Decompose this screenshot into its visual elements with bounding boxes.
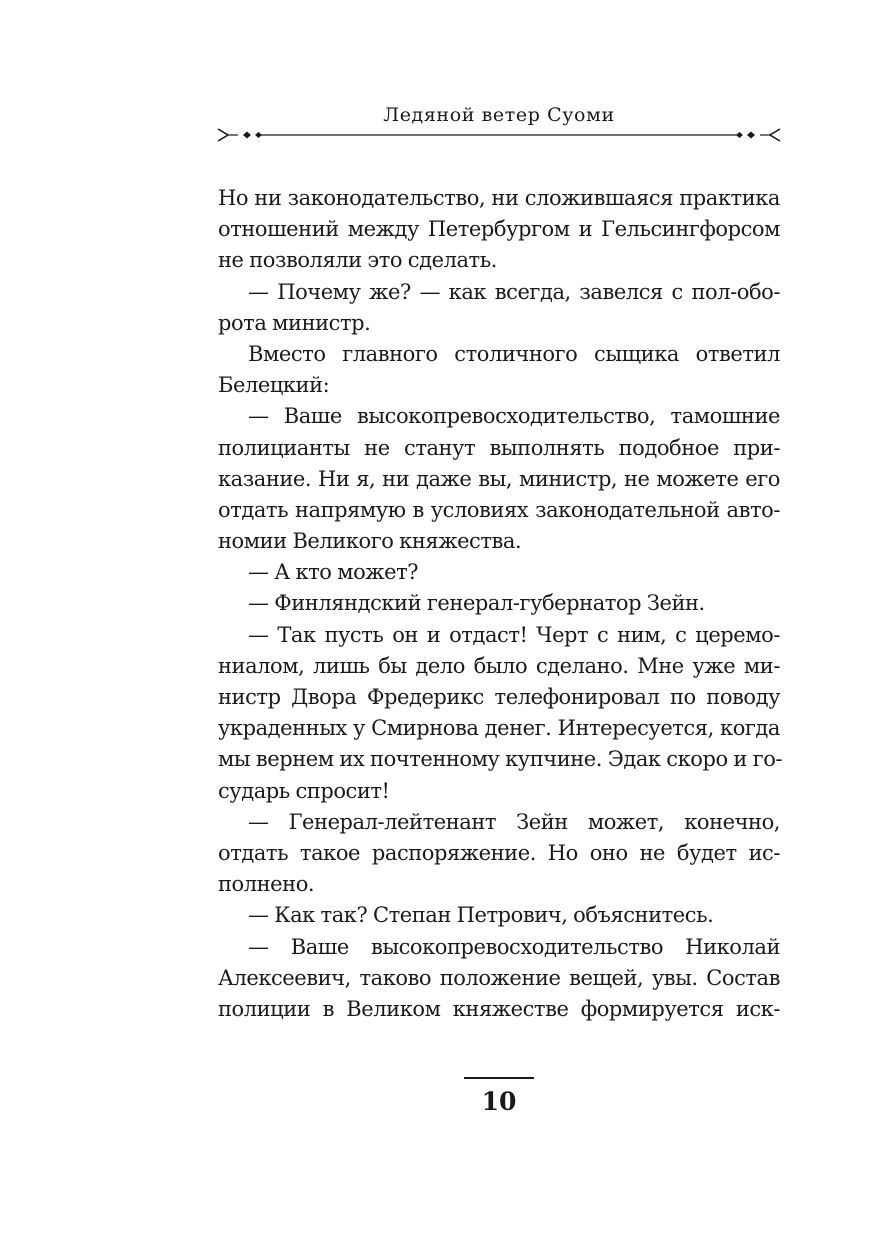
text-line: Вместо главного столичного сыщика ответил bbox=[248, 341, 780, 366]
text-line: — Финляндский генерал-губернатор Зейн. bbox=[248, 591, 705, 616]
text-line: казание. Ни я, ни даже вы, министр, не можете его bbox=[218, 466, 780, 491]
page-number: 10 bbox=[481, 1087, 517, 1116]
header-ornament-rule bbox=[216, 124, 782, 146]
text-line: отношений между Петербургом и Гельсингфорсом bbox=[218, 217, 780, 242]
text-line: — Почему же? — как всегда, завелся с пол-обо- bbox=[248, 279, 780, 304]
text-line: отдать напрямую в условиях законодательной авто- bbox=[218, 497, 780, 522]
text-line: рота министр. bbox=[218, 310, 371, 335]
text-line: полицианты не станут выполнять подобное при- bbox=[218, 435, 780, 460]
text-line: нистр Двора Фредерикс телефонировал по поводу bbox=[218, 685, 780, 709]
text-line: ниалом, лишь бы дело было сделано. Мне уже ми- bbox=[218, 653, 780, 678]
text-line: полнено. bbox=[218, 872, 315, 897]
text-line: отдать такое распоряжение. Но оно не будет ис- bbox=[218, 840, 780, 865]
text-line: мы вернем их почтенному купчине. Эдак скоро и го- bbox=[218, 747, 783, 772]
text-line: — А кто может? bbox=[248, 560, 419, 585]
folio-rule bbox=[464, 1077, 534, 1079]
text-line: — Генерал-лейтенант Зейн может, конечно, bbox=[248, 809, 780, 834]
text-line: сударь спросит! bbox=[218, 778, 390, 803]
text-line: украденных у Смирнова денег. Интересуется, когда bbox=[218, 716, 780, 741]
text-line: не позволяли это сделать. bbox=[218, 248, 497, 273]
body-text bbox=[218, 183, 783, 1025]
text-line: — Как так? Степан Петрович, объяснитесь. bbox=[248, 903, 714, 928]
text-line: — Ваше высокопревосходительство, тамошние bbox=[248, 404, 780, 429]
text-line: — Так пусть он и отдаст! Черт с ним, с церемо- bbox=[248, 622, 780, 647]
text-line: — Ваше высокопревосходительство Николай bbox=[248, 934, 780, 959]
text-line: Но ни законодательство, ни сложившаяся практика bbox=[218, 186, 780, 210]
text-line: номии Великого княжества. bbox=[218, 529, 522, 554]
text-line: полиции в Великом княжестве формируется иск- bbox=[218, 996, 780, 1021]
text-line: Алексеевич, таково положение вещей, увы. Состав bbox=[218, 965, 780, 990]
running-head: Ледяной ветер Суоми bbox=[383, 104, 615, 126]
text-line: Белецкий: bbox=[218, 373, 330, 398]
